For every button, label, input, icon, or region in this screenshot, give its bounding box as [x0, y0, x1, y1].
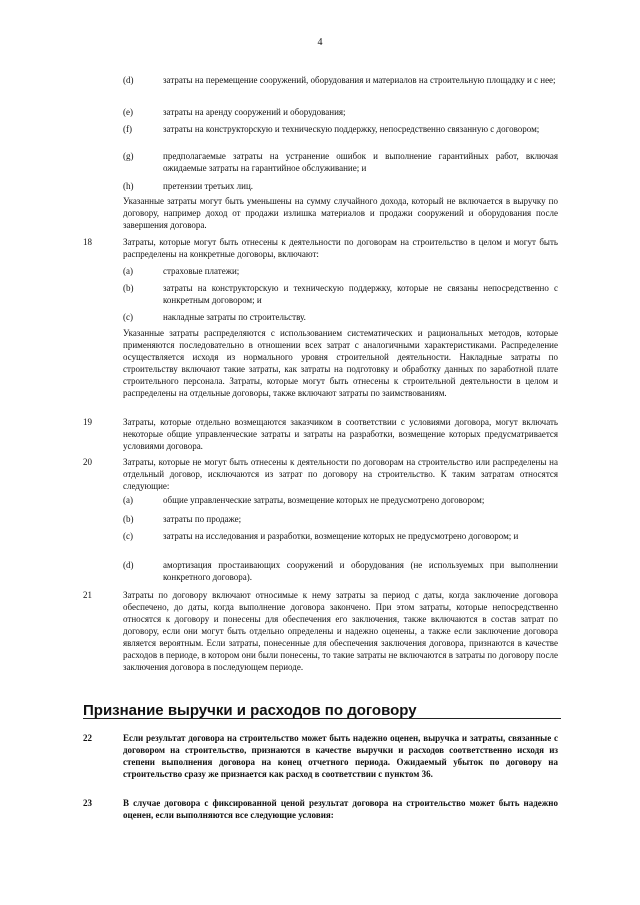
- paragraph-number: 19: [83, 417, 92, 427]
- list-item-text: затраты на конструкторскую и техническую поддержку, которые не связаны непосредственно с конкретным договором; и: [163, 283, 558, 305]
- paragraph-number: 21: [83, 590, 92, 600]
- paragraph-number: 18: [83, 237, 92, 247]
- paragraph-text: Затраты, которые отдельно возмещаются заказчиком в соответствии с условиями договора, могут включать некоторые общие управленческие затраты и затраты на разработки, возмещение которых предусматривается условиями договора.: [123, 417, 558, 451]
- list-item-label: (d): [123, 75, 134, 85]
- section-heading: Признание выручки и расходов по договору: [83, 702, 417, 719]
- paragraph: Указанные затраты распределяются с использованием систематических и рациональных методов, которые применяются последовательно в отношении всех затрат с аналогичными характеристиками. Распределение осуществляется исходя из нормального уровня строительной деятельности. Накладные затраты по строительству включают такие затраты, как затраты на подготовку и обработку данных по заработной плате строительного персонала. Затраты, которые могут быть отнесены к строительной деятельности в целом и распределены на отдельные договоры, также включают затраты по заимствованиям.: [123, 328, 558, 398]
- paragraph-text: Затраты по договору включают относимые к нему затраты за период с даты, когда заключение договора обеспечено, до даты, когда выполнение договора закончено. При этом затраты, которые непосредственно относятся к договору и понесены для обеспечения его заключения, также включаются в состав затрат по договору, если они могут быть отдельно определены и надежно оценены, а также если заключение договора является вероятным. Если затраты, понесенные для обеспечения заключения договора, признаются в качестве расходов в периоде, в котором они были понесены, то такие затраты не включаются в затраты по договору после заключения договора в последующем периоде.: [123, 590, 558, 672]
- list-item-text: предполагаемые затраты на устранение ошибок и выполнение гарантийных работ, включая ожидаемые затраты на гарантийное обслуживание; и: [163, 151, 558, 173]
- list-item-text: затраты на конструкторскую и техническую поддержку, непосредственно связанную с договором;: [163, 124, 540, 134]
- list-item-label: (c): [123, 312, 133, 322]
- paragraph-number: 23: [83, 798, 92, 808]
- list-item-text: затраты на аренду сооружений и оборудования;: [163, 107, 346, 117]
- paragraph-number: 20: [83, 457, 92, 467]
- paragraph-text: В случае договора с фиксированной ценой результат договора на строительство может быть надежно оценен, если выполняются все следующие условия:: [123, 798, 558, 820]
- list-item-label: (f): [123, 124, 132, 134]
- list-item-text: амортизация простаивающих сооружений и оборудования (не используемых при выполнении конкретного договора).: [163, 560, 558, 582]
- list-item-label: (c): [123, 531, 133, 541]
- page-number: 4: [317, 37, 323, 48]
- list-item-text: затраты по продаже;: [163, 514, 242, 524]
- list-item-text: затраты на исследования и разработки, возмещение которых не предусмотрено договором; и: [163, 531, 519, 541]
- paragraph-text: Затраты, которые не могут быть отнесены к деятельности по договорам на строительство или распределены на отдельный договор, исключаются из затрат по договору на строительство. К таким затратам относятся следующие:: [123, 457, 558, 491]
- list-item-label: (h): [123, 181, 134, 191]
- paragraph-text: Затраты, которые могут быть отнесены к деятельности по договорам на строительство в целом и могут быть распределены на конкретные договоры, включают:: [123, 237, 558, 259]
- paragraph-text: Если результат договора на строительство может быть надежно оценен, выручка и затраты, связанные с договором на строительство, признаются в качестве выручки и расходов соответственно исходя из степени выполнения договора на конец отчетного периода. Ожидаемый убыток по договору на строительство сразу же признается как расход в соответствии с пунктом 36.: [123, 733, 558, 779]
- paragraph-number: 22: [83, 733, 92, 743]
- list-item-label: (a): [123, 495, 133, 505]
- list-item-label: (d): [123, 560, 134, 570]
- list-item-text: претензии третьих лиц.: [163, 181, 254, 191]
- list-item-label: (g): [123, 151, 134, 161]
- list-item-text: накладные затраты по строительству.: [163, 312, 306, 322]
- list-item-label: (b): [123, 283, 134, 293]
- list-item-label: (e): [123, 107, 133, 117]
- heading-underline: [83, 718, 561, 719]
- list-item-label: (b): [123, 514, 134, 524]
- paragraph: Указанные затраты могут быть уменьшены на сумму случайного дохода, который не включается в выручку по договору, например доход от продажи излишка материалов и продажи сооружений и оборудования после завершения договора.: [123, 196, 558, 230]
- list-item-text: общие управленческие затраты, возмещение которых не предусмотрено договором;: [163, 495, 485, 505]
- list-item-text: страховые платежи;: [163, 266, 240, 276]
- list-item-text: затраты на перемещение сооружений, оборудования и материалов на строительную площадку и с нее;: [163, 75, 556, 85]
- list-item-label: (a): [123, 266, 133, 276]
